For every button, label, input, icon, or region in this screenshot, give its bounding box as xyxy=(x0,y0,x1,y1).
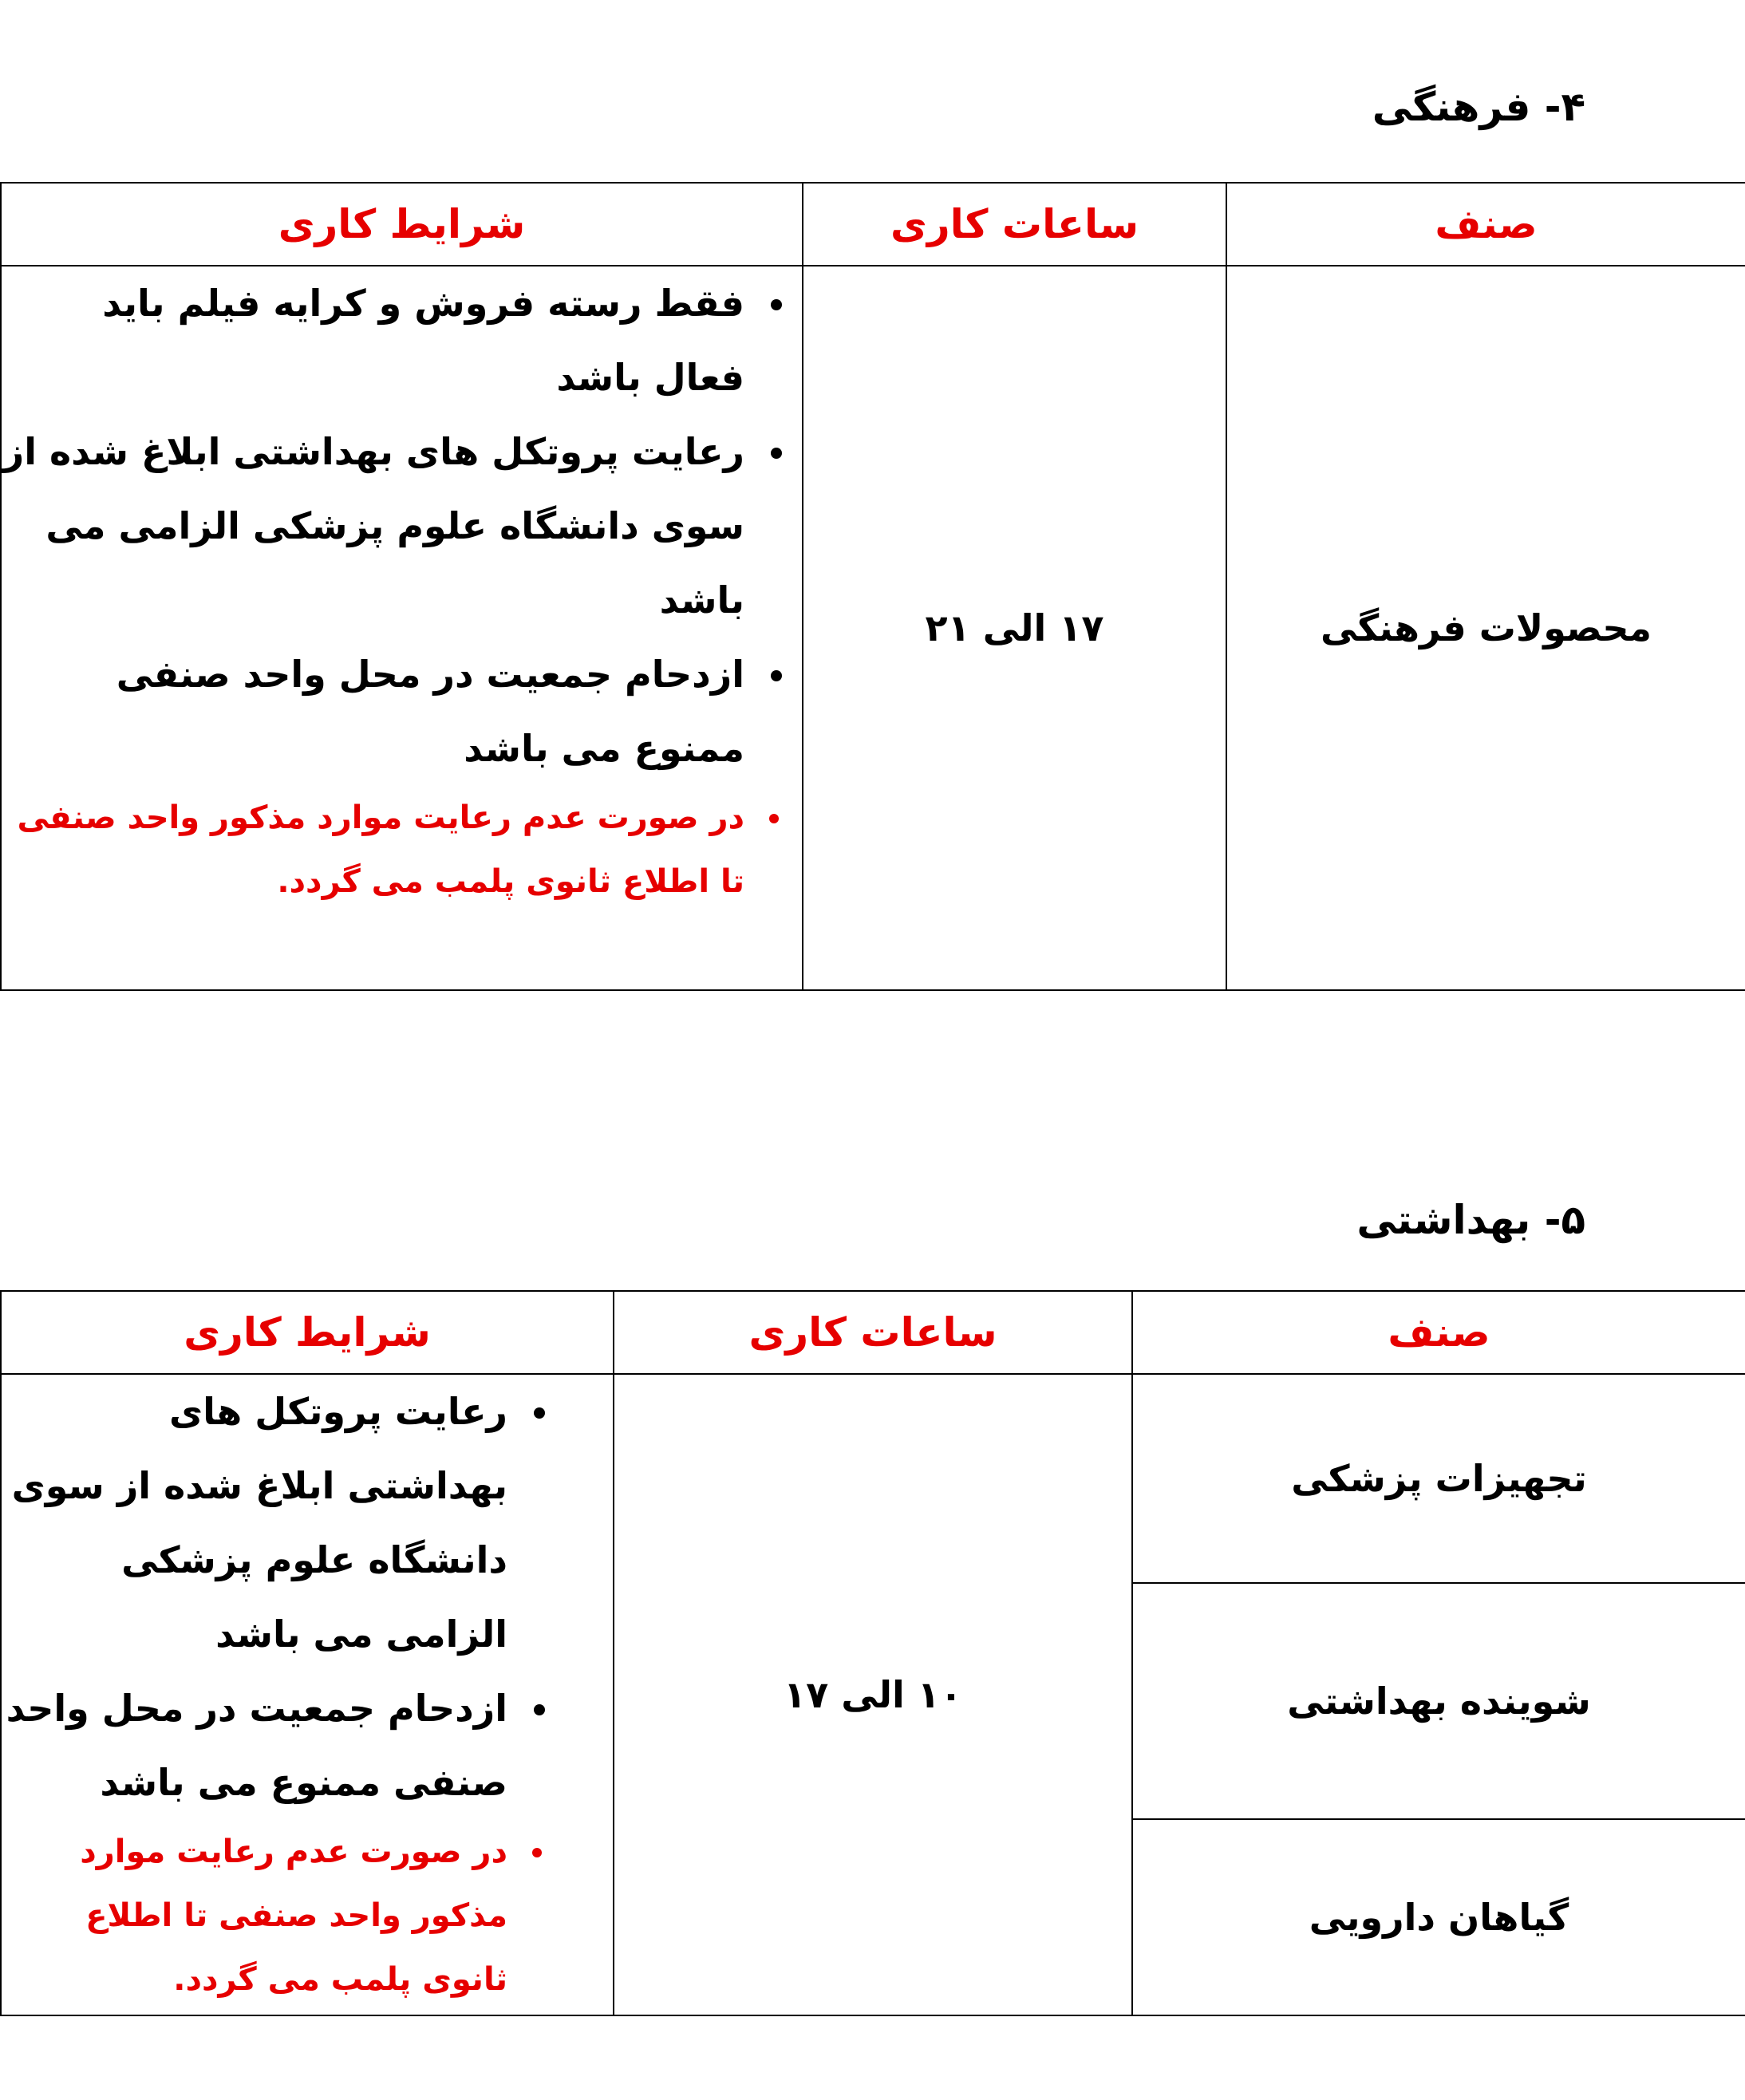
condition-item: • ازدحام جمعیت در محل واحد صنفی ممنوع می باشد xyxy=(2,638,754,786)
hours-cell: ۱۰ الی ۱۷ xyxy=(614,1374,1132,2015)
section-5-header-row xyxy=(1,1291,1745,1374)
warning-item: • در صورت عدم رعایت موارد مذکور واحد صنفی تا اطلاع ثانوی پلمب می گردد. xyxy=(2,786,754,914)
hours-cell: ۱۷ الی ۲۱ xyxy=(803,266,1226,990)
header-hours: ساعات کاری xyxy=(803,183,1226,266)
conditions-cell xyxy=(1,266,803,990)
condition-item: • ازدحام جمعیت در محل واحد صنفی ممنوع می باشد xyxy=(2,1672,517,1820)
section-4-title: ۴- فرهنگی xyxy=(1372,84,1585,130)
condition-item: • رعایت پروتکل های بهداشتی ابلاغ شده از سوی دانشگاه علوم پزشکی الزامی می باشد xyxy=(2,1375,517,1672)
section-4-table xyxy=(0,182,1745,991)
category-cell: تجهیزات پزشکی xyxy=(1132,1374,1745,1583)
section-5-row xyxy=(1,1374,1745,1583)
section-4-header-row xyxy=(1,183,1745,266)
condition-item: • فقط رسته فروش و کرایه فیلم باید فعال باشد xyxy=(2,266,754,415)
condition-item: • رعایت پروتکل های بهداشتی ابلاغ شده از سوی دانشگاه علوم پزشکی الزامی می باشد xyxy=(2,415,754,638)
header-conditions: شرایط کاری xyxy=(1,1291,614,1374)
header-category: صنف xyxy=(1132,1291,1745,1374)
conditions-cell xyxy=(1,1374,614,2015)
category-cell: شوینده بهداشتی xyxy=(1132,1583,1745,1819)
header-category: صنف xyxy=(1226,183,1745,266)
section-5-title: ۵- بهداشتی xyxy=(1356,1197,1585,1243)
category-cell: محصولات فرهنگی xyxy=(1226,266,1745,990)
section-5-table xyxy=(0,1290,1745,2016)
warning-item: • در صورت عدم رعایت موارد مذکور واحد صنفی تا اطلاع ثانوی پلمب می گردد. xyxy=(2,1820,517,2011)
header-hours: ساعات کاری xyxy=(614,1291,1132,1374)
header-conditions: شرایط کاری xyxy=(1,183,803,266)
section-4-row xyxy=(1,266,1745,990)
category-cell: گیاهان دارویی xyxy=(1132,1819,1745,2015)
